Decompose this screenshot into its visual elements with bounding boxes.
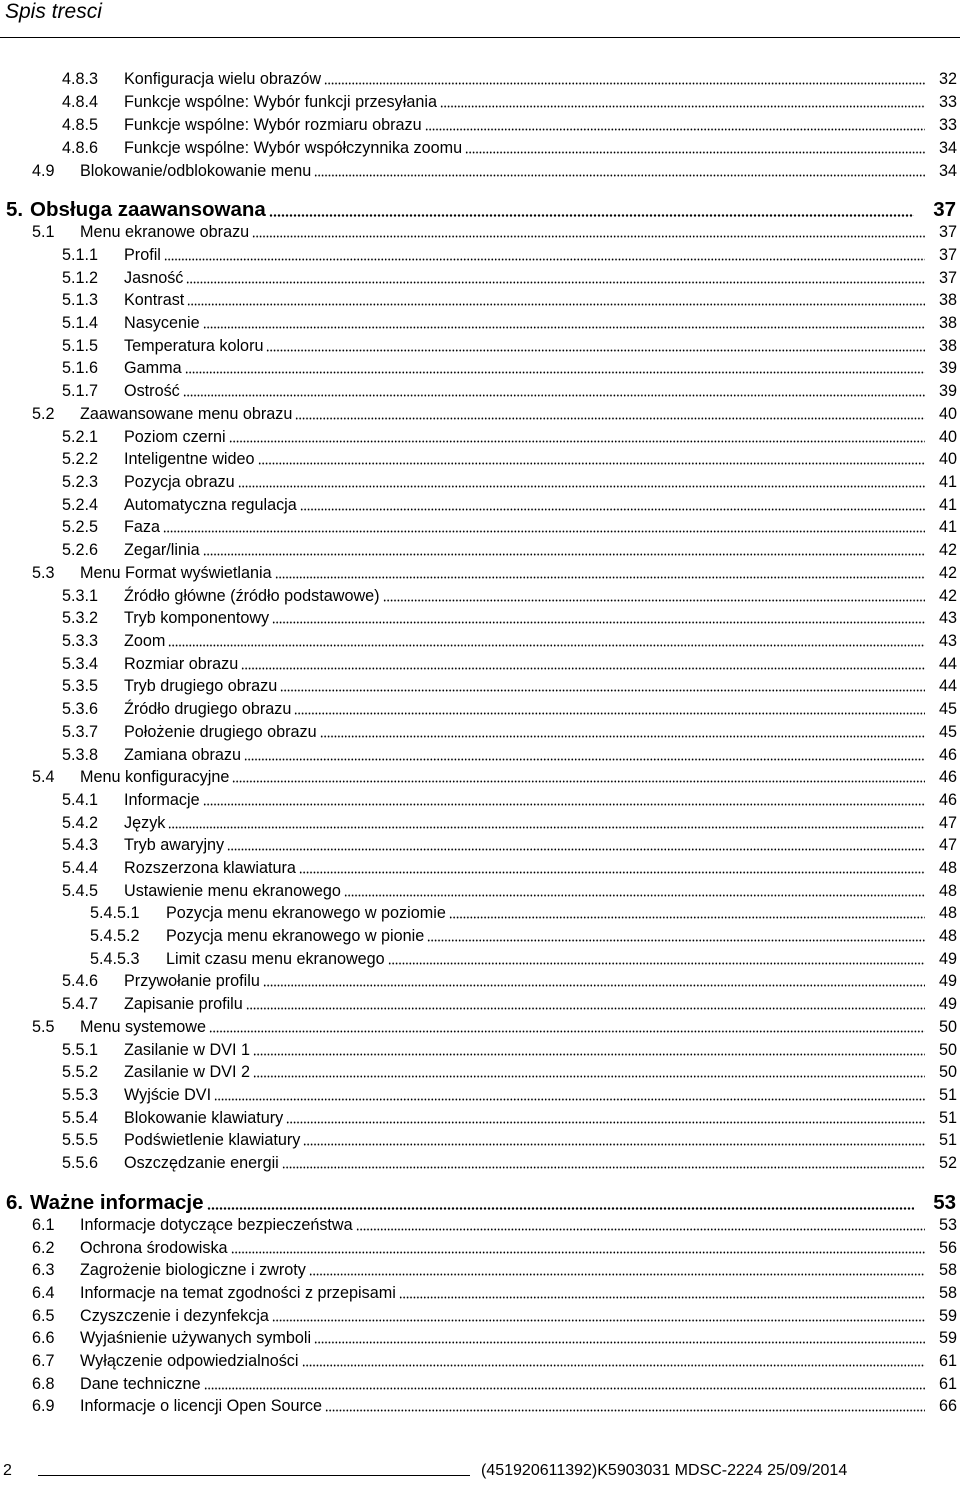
toc-entry[interactable]	[62, 291, 957, 310]
toc-entry-title: Podświetlenie klawiatury	[124, 1131, 301, 1149]
toc-entry-number: 5.2.6	[62, 541, 99, 559]
toc-dot-leader	[238, 485, 925, 488]
toc-entry-title: Zapisanie profilu	[124, 995, 243, 1013]
toc-entry-title: Ważne informacje	[30, 1191, 204, 1214]
toc-entry-title: Funkcje wspólne: Wybór funkcji przesyłania	[124, 93, 437, 111]
toc-dot-leader	[300, 508, 925, 511]
toc-entry-title: Rozszerzona klawiatura	[124, 859, 296, 877]
toc-entry-number: 5.5.4	[62, 1109, 99, 1127]
toc-entry[interactable]	[32, 1375, 957, 1394]
toc-entry[interactable]	[62, 518, 957, 537]
toc-entry-page: 38	[938, 314, 957, 332]
footer-rule	[38, 1475, 470, 1476]
toc-entry[interactable]	[62, 139, 957, 158]
toc-entry-number: 5.4.4	[62, 859, 99, 877]
toc-entry-page: 42	[938, 541, 957, 559]
toc-dot-leader	[465, 151, 925, 154]
toc-entry-title: Zasilanie w DVI 1	[124, 1041, 250, 1059]
toc-entry-number: 5.4	[32, 768, 55, 786]
toc-entry-page: 53	[938, 1216, 957, 1234]
toc-chapter-entry[interactable]	[6, 1191, 956, 1215]
toc-dot-leader	[356, 1228, 925, 1231]
toc-entry-page: 41	[938, 496, 957, 514]
toc-entry-title: Tryb drugiego obrazu	[124, 677, 278, 695]
toc-entry-number: 5.5	[32, 1018, 55, 1036]
toc-dot-leader	[314, 174, 925, 177]
toc-entry-title: Menu konfiguracyjne	[80, 768, 230, 786]
toc-entry-number: 5.3.6	[62, 700, 99, 718]
toc-entry-page: 48	[938, 859, 957, 877]
toc-entry-number: 5.3.5	[62, 677, 99, 695]
page-header	[0, 0, 960, 38]
toc-entry[interactable]	[32, 1397, 957, 1416]
toc-entry-page: 46	[938, 746, 957, 764]
toc-entry-title: Menu ekranowe obrazu	[80, 223, 250, 241]
toc-entry[interactable]	[62, 314, 957, 333]
toc-entry-number: 5.3.4	[62, 655, 99, 673]
toc-entry[interactable]	[62, 677, 957, 696]
toc-entry-title: Informacje	[124, 791, 200, 809]
toc-dot-leader	[246, 1007, 925, 1010]
toc-entry-title: Tryb komponentowy	[124, 609, 270, 627]
toc-dot-leader	[207, 1207, 914, 1210]
toc-entry-title: Informacje o licencji Open Source	[80, 1397, 323, 1415]
toc-entry-page: 45	[938, 700, 957, 718]
toc-entry-number: 5.5.6	[62, 1154, 99, 1172]
toc-entry[interactable]	[62, 337, 957, 356]
toc-entry-title: Funkcje wspólne: Wybór współczynnika zoomu	[124, 139, 463, 157]
toc-entry[interactable]	[32, 564, 957, 583]
toc-entry-title: Automatyczna regulacja	[124, 496, 297, 514]
toc-entry-page: 38	[938, 291, 957, 309]
toc-entry[interactable]	[32, 1239, 957, 1258]
toc-dot-leader	[427, 939, 925, 942]
toc-entry-page: 46	[938, 768, 957, 786]
toc-dot-leader	[299, 871, 925, 874]
toc-entry-title: Wyłączenie odpowiedzialności	[80, 1352, 299, 1370]
toc-entry-number: 5.4.5.3	[90, 950, 140, 968]
toc-entry-page: 37	[938, 269, 957, 287]
toc-dot-leader	[269, 214, 914, 217]
toc-entry-title: Jasność	[124, 269, 184, 287]
toc-entry[interactable]	[62, 116, 957, 135]
toc-entry[interactable]	[62, 450, 957, 469]
toc-dot-leader	[203, 803, 925, 806]
toc-entry[interactable]	[32, 1261, 957, 1280]
toc-entry-number: 5.3.7	[62, 723, 99, 741]
toc-entry-page: 51	[938, 1131, 957, 1149]
toc-entry-number: 5.	[6, 198, 24, 221]
toc-entry-title: Pozycja menu ekranowego w poziomie	[166, 904, 446, 922]
toc-dot-leader	[186, 281, 925, 284]
toc-entry-page: 44	[938, 655, 957, 673]
toc-entry[interactable]	[62, 428, 957, 447]
toc-entry-page: 42	[938, 564, 957, 582]
header-rule	[0, 37, 960, 38]
toc-dot-leader	[295, 417, 925, 420]
toc-entry-number: 5.2.1	[62, 428, 99, 446]
toc-entry-page: 37	[938, 223, 957, 241]
toc-entry-title: Zamiana obrazu	[124, 746, 241, 764]
toc-entry-number: 5.3.1	[62, 587, 99, 605]
toc-entry-number: 5.1.7	[62, 382, 99, 400]
toc-entry-page: 37	[938, 246, 957, 264]
toc-entry[interactable]	[62, 70, 957, 89]
toc-entry-number: 5.2	[32, 405, 55, 423]
toc-entry[interactable]	[62, 746, 957, 765]
toc-entry[interactable]	[62, 632, 957, 651]
toc-entry[interactable]	[32, 162, 957, 181]
toc-dot-leader	[227, 848, 925, 851]
toc-dot-leader	[244, 758, 925, 761]
toc-entry-title: Przywołanie profilu	[124, 972, 260, 990]
toc-entry-title: Temperatura koloru	[124, 337, 264, 355]
toc-dot-leader	[266, 349, 925, 352]
toc-entry[interactable]	[32, 405, 957, 424]
toc-entry-page: 39	[938, 359, 957, 377]
page-footer	[0, 1462, 960, 1487]
toc-entry-title: Nasycenie	[124, 314, 200, 332]
toc-entry-title: Blokowanie/odblokowanie menu	[80, 162, 312, 180]
toc-dot-leader	[272, 621, 925, 624]
toc-dot-leader	[258, 462, 926, 465]
toc-entry-title: Zaawansowane menu obrazu	[80, 405, 293, 423]
toc-entry-title: Gamma	[124, 359, 182, 377]
toc-entry-title: Zagrożenie biologiczne i zwroty	[80, 1261, 306, 1279]
toc-entry[interactable]	[32, 768, 957, 787]
toc-entry-title: Obsługa zaawansowana	[30, 198, 266, 221]
toc-dot-leader	[280, 689, 925, 692]
toc-entry-page: 58	[938, 1284, 957, 1302]
toc-entry-title: Menu Format wyświetlania	[80, 564, 272, 582]
toc-dot-leader	[252, 235, 925, 238]
toc-entry-page: 43	[938, 609, 957, 627]
toc-entry-title: Blokowanie klawiatury	[124, 1109, 284, 1127]
toc-entry[interactable]	[62, 1086, 957, 1105]
toc-entry-number: 6.2	[32, 1239, 55, 1257]
toc-entry-page: 61	[938, 1375, 957, 1393]
toc-entry-number: 6.	[6, 1191, 24, 1214]
toc-entry-title: Poziom czerni	[124, 428, 226, 446]
toc-entry-page: 40	[938, 428, 957, 446]
toc-entry-title: Zasilanie w DVI 2	[124, 1063, 250, 1081]
toc-entry-page: 44	[938, 677, 957, 695]
toc-entry-number: 5.3	[32, 564, 55, 582]
toc-dot-leader	[231, 1251, 925, 1254]
toc-entry-number: 5.5.3	[62, 1086, 99, 1104]
toc-dot-leader	[286, 1121, 925, 1124]
toc-entry[interactable]	[62, 93, 957, 112]
toc-entry-number: 5.3.8	[62, 746, 99, 764]
toc-entry-page: 48	[938, 927, 957, 945]
toc-entry-page: 33	[938, 116, 957, 134]
toc-entry-title: Kontrast	[124, 291, 185, 309]
toc-entry-number: 6.6	[32, 1329, 55, 1347]
toc-entry-page: 51	[938, 1109, 957, 1127]
toc-entry[interactable]	[62, 587, 957, 606]
toc-entry-page: 42	[938, 587, 957, 605]
toc-entry-page: 50	[938, 1018, 957, 1036]
toc-entry-title: Pozycja obrazu	[124, 473, 235, 491]
toc-entry-title: Funkcje wspólne: Wybór rozmiaru obrazu	[124, 116, 422, 134]
toc-dot-leader	[399, 1296, 925, 1299]
toc-entry-number: 5.4.5.1	[90, 904, 140, 922]
toc-dot-leader	[449, 916, 925, 919]
toc-dot-leader	[168, 644, 925, 647]
toc-dot-leader	[163, 530, 925, 533]
toc-entry[interactable]	[62, 541, 957, 560]
toc-entry[interactable]	[62, 246, 957, 265]
toc-entry-number: 5.1	[32, 223, 55, 241]
toc-entry-page: 37	[933, 198, 956, 221]
toc-entry-number: 6.7	[32, 1352, 55, 1370]
toc-entry-page: 40	[938, 450, 957, 468]
toc-entry[interactable]	[62, 382, 957, 401]
toc-entry-number: 6.3	[32, 1261, 55, 1279]
toc-entry-page: 39	[938, 382, 957, 400]
toc-entry-number: 5.4.6	[62, 972, 99, 990]
toc-entry-page: 61	[938, 1352, 957, 1370]
toc-entry-number: 5.4.5	[62, 882, 99, 900]
header-title: Spis tresci	[5, 0, 102, 23]
toc-dot-leader	[320, 735, 925, 738]
toc-entry[interactable]	[62, 1063, 957, 1082]
toc-entry-page: 34	[938, 162, 957, 180]
toc-entry-page: 58	[938, 1261, 957, 1279]
toc-entry-page: 41	[938, 518, 957, 536]
toc-entry-page: 48	[938, 882, 957, 900]
toc-dot-leader	[294, 712, 925, 715]
toc-dot-leader	[383, 599, 925, 602]
footer-document-id: (451920611392)K5903031 MDSC-2224 25/09/2014	[481, 1462, 848, 1479]
toc-entry-number: 6.8	[32, 1375, 55, 1393]
toc-entry-title: Zegar/linia	[124, 541, 200, 559]
toc-entry[interactable]	[62, 359, 957, 378]
toc-entry-page: 47	[938, 814, 957, 832]
toc-entry-number: 5.4.7	[62, 995, 99, 1013]
toc-entry-title: Zoom	[124, 632, 166, 650]
toc-dot-leader	[325, 1409, 925, 1412]
toc-entry-title: Wyjście DVI	[124, 1086, 212, 1104]
toc-dot-leader	[168, 826, 925, 829]
toc-entry[interactable]	[62, 723, 957, 742]
toc-entry-number: 4.8.4	[62, 93, 99, 111]
toc-entry-number: 5.5.5	[62, 1131, 99, 1149]
toc-dot-leader	[232, 780, 925, 783]
toc-entry-number: 5.4.3	[62, 836, 99, 854]
toc-dot-leader	[203, 553, 925, 556]
toc-dot-leader	[302, 1364, 926, 1367]
toc-entry-page: 34	[938, 139, 957, 157]
toc-entry-page: 32	[938, 70, 957, 88]
toc-entry-number: 5.1.4	[62, 314, 99, 332]
toc-entry-number: 5.2.2	[62, 450, 99, 468]
toc-entry[interactable]	[32, 1307, 957, 1326]
toc-dot-leader	[272, 1319, 925, 1322]
toc-entry[interactable]	[62, 1109, 957, 1128]
toc-entry[interactable]	[62, 859, 957, 878]
toc-entry-number: 5.4.5.2	[90, 927, 140, 945]
toc-entry-title: Język	[124, 814, 166, 832]
toc-entry-page: 33	[938, 93, 957, 111]
toc-entry-title: Rozmiar obrazu	[124, 655, 239, 673]
toc-dot-leader	[282, 1166, 925, 1169]
toc-entry-title: Dane techniczne	[80, 1375, 201, 1393]
toc-entry-number: 5.4.1	[62, 791, 99, 809]
toc-entry-number: 5.2.5	[62, 518, 99, 536]
toc-dot-leader	[425, 128, 925, 131]
toc-entry[interactable]	[62, 1041, 957, 1060]
toc-entry-page: 45	[938, 723, 957, 741]
toc-dot-leader	[204, 1387, 925, 1390]
toc-entry[interactable]	[32, 1284, 957, 1303]
toc-entry-number: 5.3.2	[62, 609, 99, 627]
toc-dot-leader	[324, 82, 925, 85]
toc-entry-number: 6.4	[32, 1284, 55, 1302]
toc-dot-leader	[253, 1053, 925, 1056]
toc-entry-page: 49	[938, 950, 957, 968]
toc-entry[interactable]	[90, 950, 957, 969]
toc-entry[interactable]	[32, 1329, 957, 1348]
toc-entry-number: 4.8.5	[62, 116, 99, 134]
toc-entry-number: 5.1.2	[62, 269, 99, 287]
toc-entry-title: Menu systemowe	[80, 1018, 206, 1036]
toc-entry-title: Źródło główne (źródło podstawowe)	[124, 587, 380, 605]
toc-entry[interactable]	[62, 269, 957, 288]
toc-entry-title: Źródło drugiego obrazu	[124, 700, 292, 718]
toc-entry[interactable]	[62, 655, 957, 674]
toc-entry-title: Wyjaśnienie używanych symboli	[80, 1329, 312, 1347]
toc-entry-title: Konfiguracja wielu obrazów	[124, 70, 322, 88]
toc-entry-title: Faza	[124, 518, 160, 536]
toc-entry-title: Informacje na temat zgodności z przepisami	[80, 1284, 396, 1302]
toc-entry-page: 52	[938, 1154, 957, 1172]
toc-entry[interactable]	[62, 972, 957, 991]
toc-entry[interactable]	[62, 1154, 957, 1173]
toc-entry[interactable]	[62, 473, 957, 492]
toc-dot-leader	[263, 984, 925, 987]
toc-entry-page: 38	[938, 337, 957, 355]
toc-entry-number: 6.1	[32, 1216, 55, 1234]
toc-entry-page: 40	[938, 405, 957, 423]
toc-entry[interactable]	[32, 1216, 957, 1235]
toc-entry[interactable]	[90, 904, 957, 923]
toc-entry-page: 56	[938, 1239, 957, 1257]
toc-dot-leader	[388, 962, 925, 965]
toc-entry-title: Profil	[124, 246, 161, 264]
toc-entry-title: Ostrość	[124, 382, 180, 400]
toc-dot-leader	[241, 667, 925, 670]
toc-entry-title: Oszczędzanie energii	[124, 1154, 279, 1172]
toc-entry-number: 5.4.2	[62, 814, 99, 832]
toc-dot-leader	[229, 440, 925, 443]
toc-entry[interactable]	[62, 882, 957, 901]
toc-entry-title: Czyszczenie i dezynfekcja	[80, 1307, 269, 1325]
toc-entry-title: Ochrona środowiska	[80, 1239, 228, 1257]
toc-entry-title: Limit czasu menu ekranowego	[166, 950, 385, 968]
toc-entry-page: 50	[938, 1063, 957, 1081]
toc-entry-page: 48	[938, 904, 957, 922]
toc-entry[interactable]	[62, 700, 957, 719]
toc-entry-page: 66	[938, 1397, 957, 1415]
toc-entry-number: 4.8.6	[62, 139, 99, 157]
toc-entry-number: 6.9	[32, 1397, 55, 1415]
toc-entry-number: 5.2.4	[62, 496, 99, 514]
toc-entry-number: 6.5	[32, 1307, 55, 1325]
toc-entry-page: 46	[938, 791, 957, 809]
toc-dot-leader	[440, 105, 925, 108]
toc-entry-page: 59	[938, 1307, 957, 1325]
toc-dot-leader	[164, 258, 925, 261]
toc-dot-leader	[303, 1143, 925, 1146]
toc-entry-page: 41	[938, 473, 957, 491]
toc-dot-leader	[309, 1273, 925, 1276]
toc-entry-number: 5.1.1	[62, 246, 99, 264]
toc-entry-page: 43	[938, 632, 957, 650]
toc-entry-number: 5.1.6	[62, 359, 99, 377]
toc-entry-title: Tryb awaryjny	[124, 836, 225, 854]
toc-dot-leader	[203, 326, 925, 329]
toc-entry-title: Położenie drugiego obrazu	[124, 723, 317, 741]
toc-entry-page: 53	[933, 1191, 956, 1214]
toc-entry-number: 5.3.3	[62, 632, 99, 650]
toc-entry[interactable]	[62, 496, 957, 515]
toc-entry[interactable]	[62, 609, 957, 628]
toc-entry-number: 5.2.3	[62, 473, 99, 491]
toc-entry[interactable]	[90, 927, 957, 946]
toc-entry[interactable]	[32, 1352, 957, 1371]
toc-entry-page: 59	[938, 1329, 957, 1347]
footer-page-number: 2	[3, 1462, 12, 1479]
toc-entry-page: 50	[938, 1041, 957, 1059]
toc-entry[interactable]	[32, 1018, 957, 1037]
toc-dot-leader	[214, 1098, 925, 1101]
toc-entry-number: 4.9	[32, 162, 55, 180]
toc-dot-leader	[187, 303, 925, 306]
toc-entry-number: 4.8.3	[62, 70, 99, 88]
toc-dot-leader	[209, 1030, 925, 1033]
toc-entry-page: 47	[938, 836, 957, 854]
toc-entry-page: 51	[938, 1086, 957, 1104]
toc-dot-leader	[275, 576, 925, 579]
toc-entry-number: 5.5.1	[62, 1041, 99, 1059]
toc-dot-leader	[344, 894, 925, 897]
toc-entry[interactable]	[62, 791, 957, 810]
toc-entry-page: 49	[938, 972, 957, 990]
toc-entry[interactable]	[62, 836, 957, 855]
toc-entry-title: Informacje dotyczące bezpieczeństwa	[80, 1216, 353, 1234]
toc-entry-number: 5.1.5	[62, 337, 99, 355]
toc-dot-leader	[253, 1075, 925, 1078]
toc-entry-title: Pozycja menu ekranowego w pionie	[166, 927, 425, 945]
toc-dot-leader	[183, 394, 925, 397]
toc-entry-number: 5.5.2	[62, 1063, 99, 1081]
toc-entry-page: 49	[938, 995, 957, 1013]
toc-entry[interactable]	[62, 995, 957, 1014]
toc-entry[interactable]	[32, 223, 957, 242]
toc-entry[interactable]	[62, 1131, 957, 1150]
toc-dot-leader	[314, 1341, 925, 1344]
toc-dot-leader	[185, 371, 925, 374]
toc-entry[interactable]	[62, 814, 957, 833]
toc-entry-title: Ustawienie menu ekranowego	[124, 882, 341, 900]
toc-entry-number: 5.1.3	[62, 291, 99, 309]
toc-chapter-entry[interactable]	[6, 198, 956, 222]
toc-entry-title: Inteligentne wideo	[124, 450, 255, 468]
